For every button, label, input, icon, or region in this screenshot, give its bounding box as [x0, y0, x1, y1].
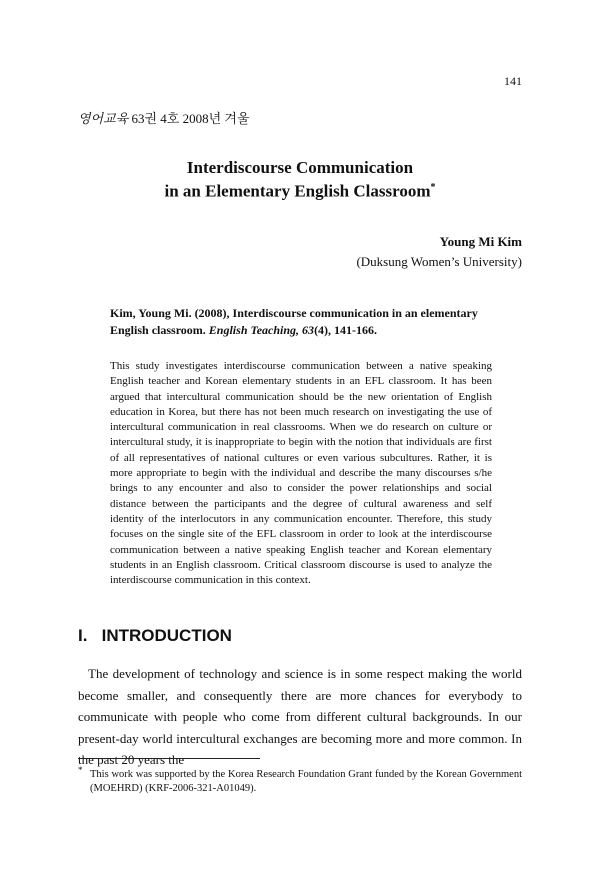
citation-lead: Kim, Young Mi. (2008), Interdiscourse communication in an elementary English classroom.	[110, 306, 478, 337]
footnote-text: This work was supported by the Korea Research Foundation Grant funded by the Korean Government (MOEHRD) (KRF-2006-321-A01049).	[90, 769, 522, 794]
intro-paragraph: The development of technology and science is in some respect making the world become smaller, and consequently there are more chances for everybody to communicate with people who come from different cultural backgrounds. In our present-day world intercultural exchanges are becoming more and more common. In the past 20 years the	[78, 666, 522, 767]
journal-issue: 63권 4호 2008년 겨울	[131, 111, 250, 126]
title-line-1: Interdiscourse Communication	[186, 158, 414, 177]
journal-header	[78, 108, 250, 127]
section-heading: I. INTRODUCTION	[78, 626, 232, 645]
paper-title	[0, 158, 600, 202]
title-line-2-text: in an Elementary English Classroom	[164, 181, 431, 201]
author-name: Young Mi Kim	[439, 234, 522, 249]
page-number: 141	[504, 74, 522, 88]
citation-journal: English Teaching, 63	[208, 323, 315, 337]
author-block	[356, 232, 522, 272]
abstract: This study investigates interdiscourse communication between a native speaking English teacher and Korean elementary students in an EFL classroom. It has been argued that intercultural communication should be the new orientation of English education in Korea, but there has not been much research on investigating the use of intercultural communication in real classrooms. When we do research on culture or intercultural study, it is inappropriate to begin with the notion that individuals are first of all representatives of national cultures or even various subcultures. Rather, it is more appropriate to begin with the individual and describe the many discourses s/he brings to any encounter and also to consider the power relationships and social distance between the participants and the degree of cultural awareness and self identity of the interlocutors in any communication encounter. Therefore, this study focuses on the single site of the EFL classroom in order to look at the interdiscourse communication between a native speaking English teacher and Korean elementary students in an English classroom. Critical classroom discourse is used to analyze the interdiscourse communication in this context.	[110, 360, 492, 587]
citation	[110, 305, 492, 339]
citation-tail: (4), 141-166.	[314, 323, 378, 337]
title-footnote-marker: *	[430, 182, 436, 193]
author-affiliation: (Duksung Women’s University)	[356, 254, 522, 269]
journal-name: 영어교육	[78, 111, 129, 126]
title-line-2	[0, 178, 600, 202]
footnote-divider	[78, 758, 260, 759]
footnote: * This work was supported by the Korea Research Foundation Grant funded by the Korean Government (MOEHRD) (KRF-2006-321-A01049).	[78, 764, 522, 794]
